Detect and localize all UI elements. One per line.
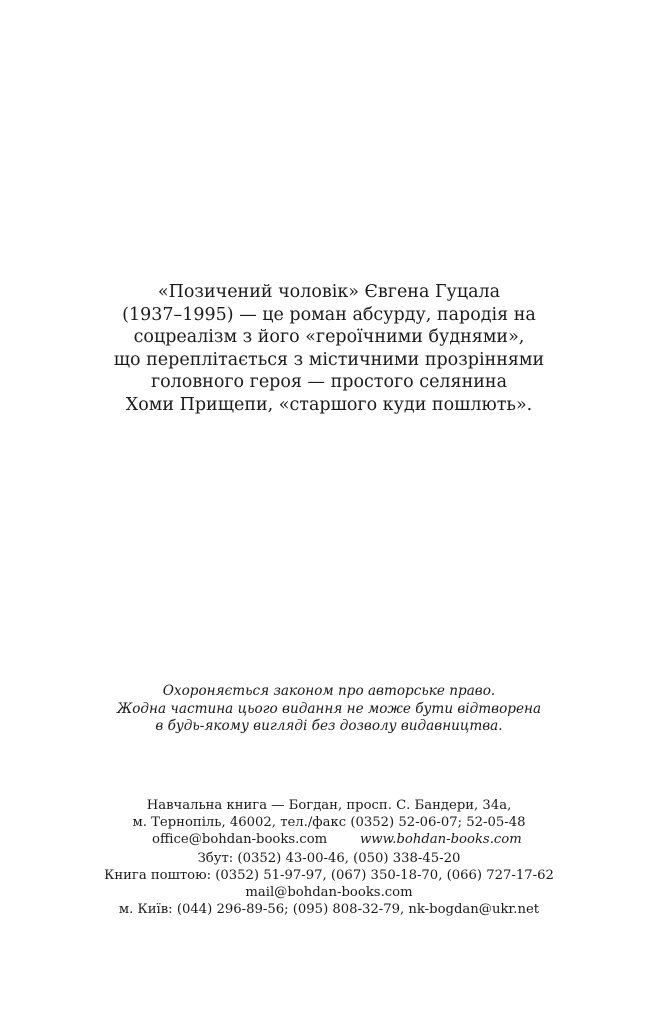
book-annotation xyxy=(0,281,658,416)
copyright-line: Охороняється законом про авторське право. xyxy=(162,683,496,699)
publisher-address-line2: м. Тернопіль, 46002, тел./факс (0352) 52-06-07; 52-05-48 xyxy=(132,815,526,831)
copyright-line: в будь-якому вигляді без дозволу видавництва. xyxy=(155,718,503,734)
annotation-line: «Позичений чоловік» Євгена Гуцала xyxy=(157,282,501,302)
publisher-kyiv-contacts: м. Київ: (044) 296-89-56; (095) 808-32-79, nk-bogdan@ukr.net xyxy=(118,902,540,918)
publisher-email-link[interactable]: office@bohdan-books.com xyxy=(152,832,328,848)
publisher-contacts-row xyxy=(0,831,658,848)
annotation-line: (1937–1995) — це роман абсурду, пародія на xyxy=(122,304,536,325)
publisher-mail-order: Книга поштою: (0352) 51-97-97, (067) 350-18-70, (066) 727-17-62 xyxy=(104,867,554,883)
annotation-line: соцреалізм з його «героїчними буднями», xyxy=(133,327,525,347)
annotation-line: Хоми Прищепи, «старшого куди пошлють». xyxy=(125,394,533,415)
publisher-sales: Збут: (0352) 43-00-46, (050) 338-45-20 xyxy=(197,850,461,866)
annotation-line: головного героя — простого селянина xyxy=(150,372,508,392)
publisher-address-line1: Навчальна книга — Богдан, просп. С. Бандери, 34а, xyxy=(146,798,512,813)
publisher-mail-email-link[interactable]: mail@bohdan-books.com xyxy=(245,885,413,900)
publisher-website-link[interactable]: www.bohdan-books.com xyxy=(360,832,522,848)
copyright-notice xyxy=(0,683,658,736)
copyright-line: Жодна частина цього видання не може бути відтворена xyxy=(116,700,542,717)
annotation-line: що переплітається з містичними прозріннями xyxy=(113,349,545,370)
publisher-info xyxy=(0,797,658,918)
